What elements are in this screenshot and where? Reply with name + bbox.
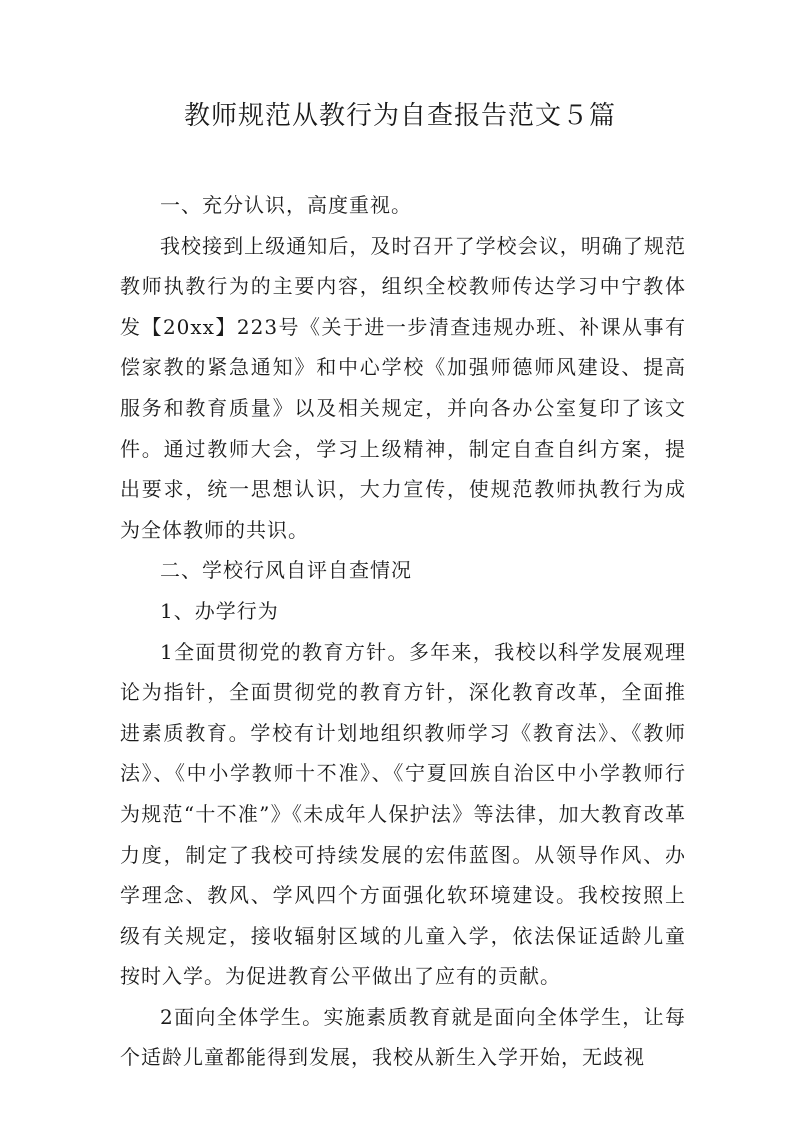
subsection-heading-1: 1、办学行为	[160, 598, 279, 623]
paragraph-all-students: 2面向全体学生。实施素质教育就是面向全体学生，让每个适龄儿童都能得到发展，我校从新生入学开始，无歧视	[120, 1004, 686, 1070]
section-heading-2: 二、学校行风自评自查情况	[160, 558, 412, 583]
document-title: 教师规范从教行为自查报告范文５篇	[183, 101, 616, 131]
paragraph-education-policy: 1全面贯彻党的教育方针。多年来，我校以科学发展观理论为指针，全面贯彻党的教育方针，深化教育改革，全面推进素质教育。学校有计划地组织教师学习《教育法》、《教师法》、《中小学教师十不准》、《宁夏回族自治区中小学教师行为规范“十不准”》《未成年人保护法》等法律，加大教育改革力度，制定了我校可持续发展的宏伟蓝图。从领导作风、办学理念、教风、学风四个方面强化软环境建设。我校按照上级有关规定，接收辐射区域的儿童入学，依法保证适龄儿童按时入学。为促进教育公平做出了应有的贡献。	[120, 639, 686, 989]
document-body	[120, 185, 686, 1078]
section-heading-1: 一、充分认识，高度重视。	[160, 193, 412, 217]
paragraph-notice-study: 我校接到上级通知后，及时召开了学校会议，明确了规范教师执教行为的主要内容，组织全校教师传达学习中宁教体发【20xx】223号《关于进一步清查违规办班、补课从事有偿家教的紧急通知》和中心学校《加强师德师风建设、提高服务和教育质量》以及相关规定，并向各办公室复印了该文件。通过教师大会，学习上级精神，制定自查自纠方案，提出要求，统一思想认识，大力宣传，使规范教师执教行为成为全体教师的共识。	[120, 233, 686, 542]
